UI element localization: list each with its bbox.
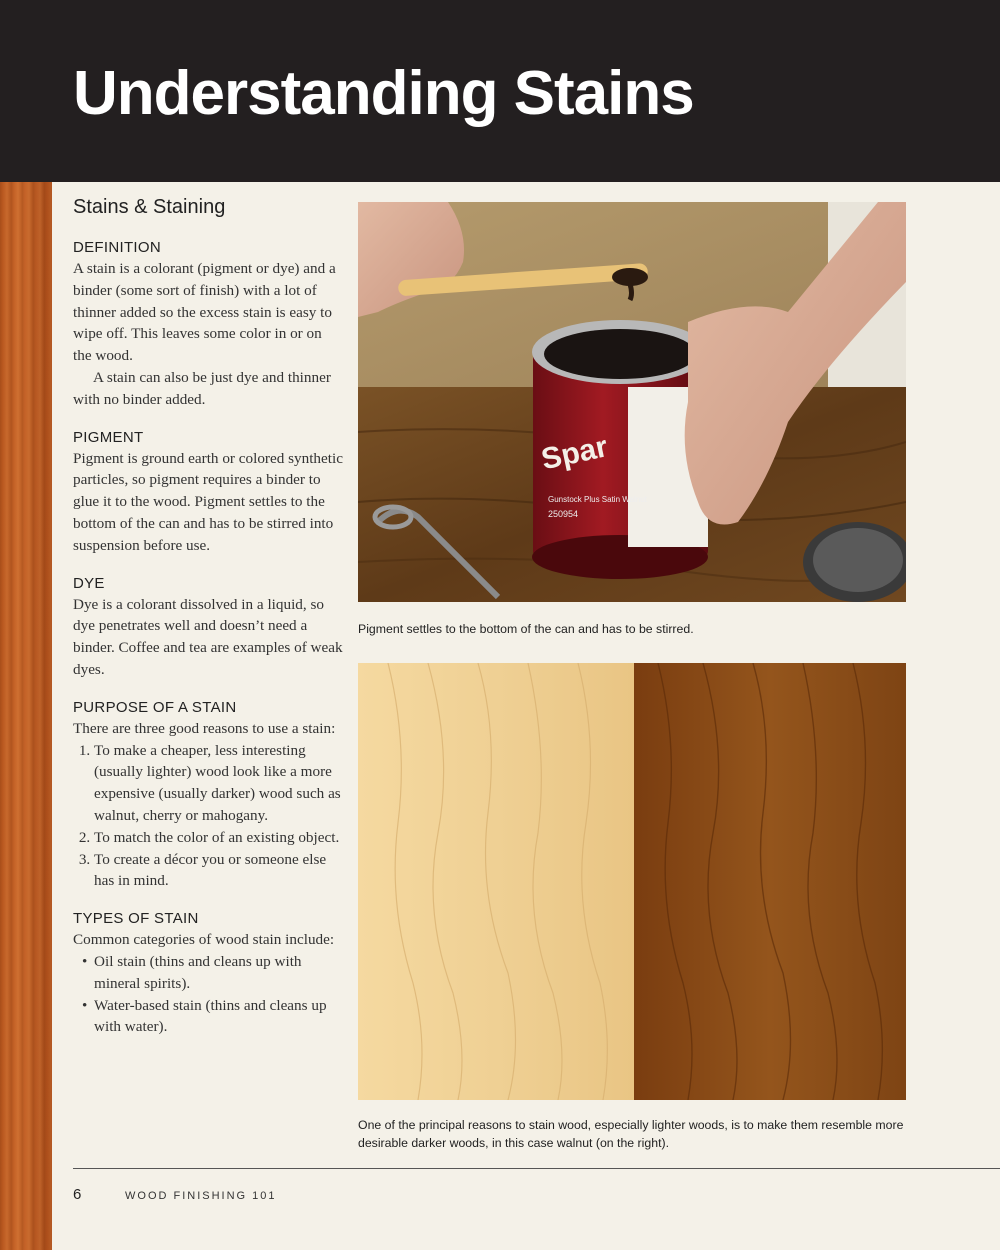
pigment-paragraph: Pigment is ground earth or colored synthetic particles, so pigment requires a binder to glue it to the wood. Pigment settles to the bottom of the can and has to be stirred into suspension before use. — [73, 449, 343, 554]
purpose-heading: PURPOSE OF A STAIN — [73, 698, 237, 716]
types-intro: Common categories of wood stain include: — [73, 931, 335, 949]
types-heading: TYPES OF STAIN — [73, 910, 199, 928]
dye-heading: DYE — [73, 574, 105, 592]
list-item: 3. To create a décor you or someone else has in mind. — [94, 849, 343, 893]
text-column — [73, 196, 343, 1056]
wood-grain-strip — [0, 182, 52, 1250]
list-item: • Oil stain (thins and cleans up with mineral spirits). — [94, 951, 343, 995]
dye-paragraph: Dye is a colorant dissolved in a liquid, so dye penetrates well and doesn’t need a binder. Coffee and tea are examples of weak dyes. — [73, 595, 343, 678]
photo1-caption: Pigment settles to the bottom of the can and has to be stirred. — [358, 622, 694, 636]
footer-divider — [73, 1168, 1000, 1169]
definition-heading: DEFINITION — [73, 239, 161, 256]
definition-paragraph-1: A stain is a colorant (pigment or dye) and a binder (some sort of finish) with a lot of thinner added so the excess stain is easy to wipe off. This leaves some color in or on the wood. — [73, 260, 336, 365]
can-small-text-2: 250954 — [548, 509, 579, 519]
pigment-heading: PIGMENT — [73, 428, 144, 446]
list-item: • Water-based stain (thins and cleans up with water). — [94, 995, 343, 1039]
pigment-section — [73, 429, 343, 557]
purpose-list — [73, 740, 343, 893]
wood-comparison-photo — [358, 663, 906, 1100]
photo2-caption: One of the principal reasons to stain wood, especially lighter woods, is to make them resemble more desirable darker woods, in this case walnut (on the right). — [358, 1118, 904, 1150]
purpose-section — [73, 699, 343, 892]
types-section — [73, 910, 343, 1038]
definition-section — [73, 239, 343, 411]
definition-paragraph-2: A stain can also be just dye and thinner with no binder added. — [73, 368, 331, 408]
list-item: 1. To make a cheaper, less interesting (usually lighter) wood look like a more expensive (usually darker) wood such as walnut, cherry or mahogany. — [94, 740, 343, 827]
dye-section — [73, 575, 343, 681]
can-small-text-1: Gunstock Plus Satin Walnut — [548, 495, 647, 504]
page-title: Understanding Stains — [73, 59, 694, 128]
page-number: 6 — [73, 1186, 82, 1203]
stain-can-photo — [358, 202, 906, 602]
types-list — [73, 951, 343, 1038]
running-title: WOOD FINISHING 101 — [125, 1190, 277, 1202]
section-heading: Stains & Staining — [73, 196, 226, 218]
can-brand-text: Spar — [538, 430, 611, 477]
purpose-intro: There are three good reasons to use a stain: — [73, 719, 336, 737]
list-item: 2. To match the color of an existing object. — [94, 827, 343, 849]
title-banner — [0, 0, 1000, 182]
